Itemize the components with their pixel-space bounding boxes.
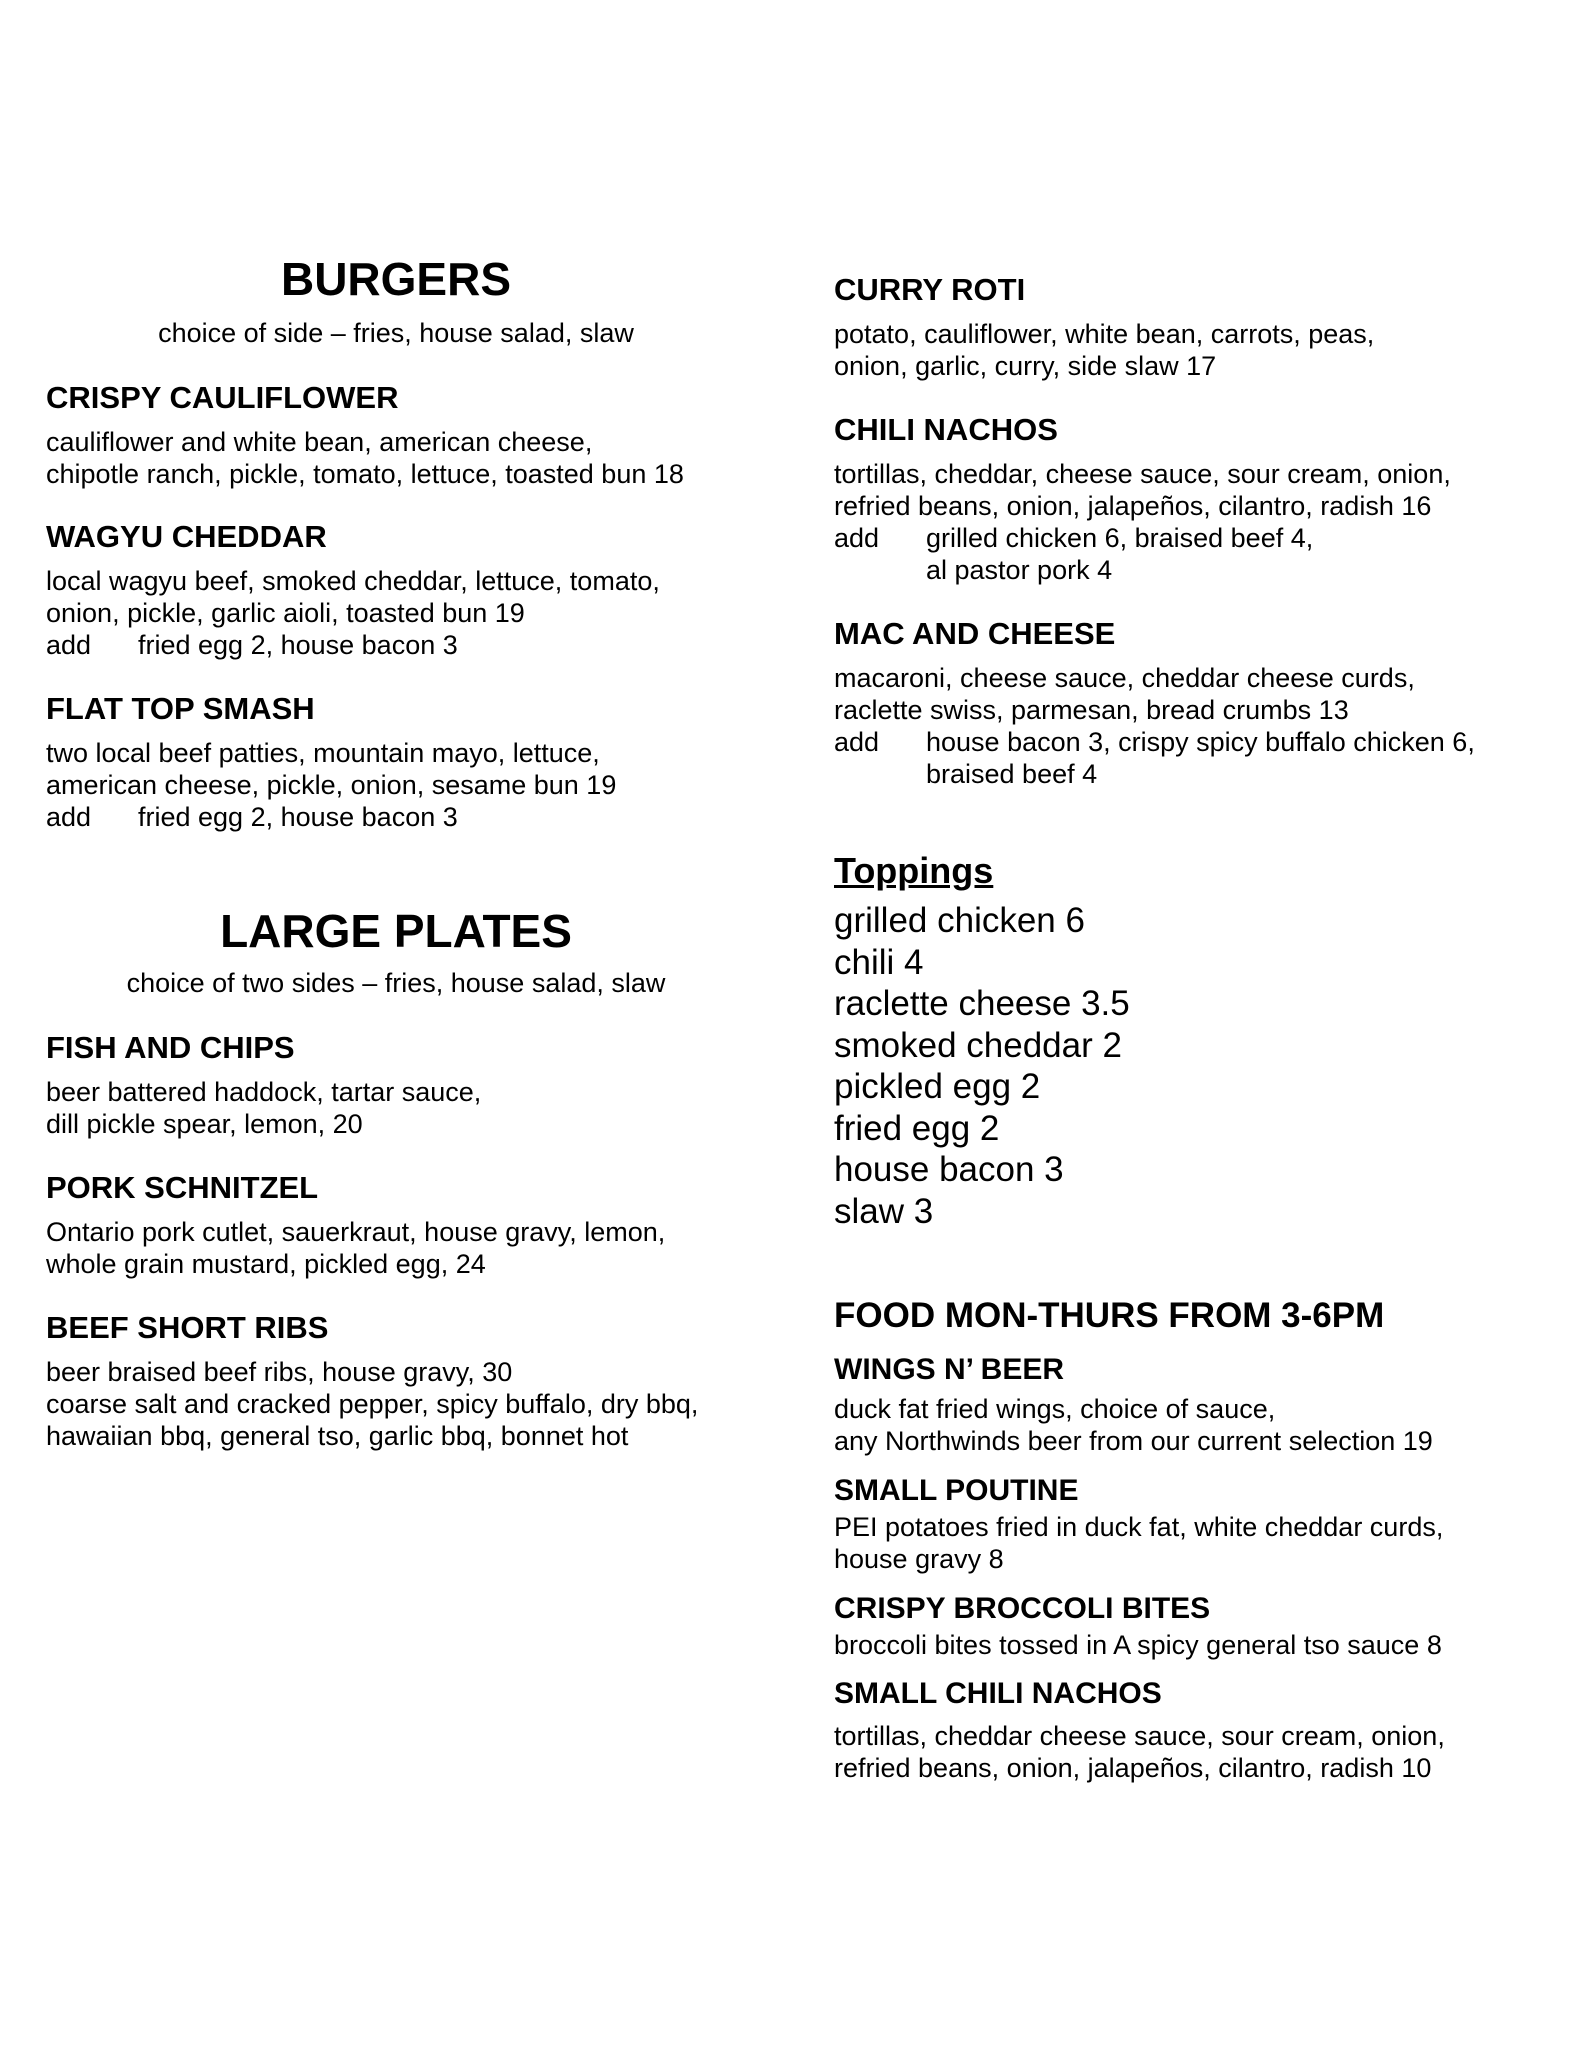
menu-item-desc: local wagyu beef, smoked cheddar, lettuce, tomato, [46, 566, 660, 596]
menu-item-desc: two local beef patties, mountain mayo, lettuce, [46, 738, 600, 768]
menu-item-title: CHILI NACHOS [834, 412, 1058, 447]
large-plates-heading: LARGE PLATES [220, 905, 572, 957]
menu-item-desc: refried beans, onion, jalapeños, cilantro, radish 16 [834, 491, 1432, 521]
menu-item-desc: refried beans, onion, jalapeños, cilantro, radish 10 [834, 1753, 1432, 1783]
menu-item-title: CRISPY BROCCOLI BITES [834, 1592, 1211, 1625]
menu-item-title: WINGS N’ BEER [834, 1353, 1065, 1386]
menu-item-desc: Ontario pork cutlet, sauerkraut, house gravy, lemon, [46, 1217, 666, 1247]
menu-item-desc: potato, cauliflower, white bean, carrots, peas, [834, 319, 1375, 349]
menu-item-desc: tortillas, cheddar, cheese sauce, sour cream, onion, [834, 459, 1451, 489]
menu-item-desc: onion, garlic, curry, side slaw 17 [834, 351, 1217, 381]
menu-item-desc: duck fat fried wings, choice of sauce, [834, 1394, 1276, 1424]
topping-item: house bacon 3 [834, 1150, 1064, 1189]
menu-item-title: CURRY ROTI [834, 272, 1026, 307]
add-ons-continuation: al pastor pork 4 [926, 555, 1113, 585]
menu-item-desc: beer battered haddock, tartar sauce, [46, 1077, 482, 1107]
menu-item-title: PORK SCHNITZEL [46, 1170, 319, 1205]
menu-item-desc: macaroni, cheese sauce, cheddar cheese curds, [834, 663, 1415, 693]
menu-item-desc: raclette swiss, parmesan, bread crumbs 13 [834, 695, 1349, 725]
add-label: add [834, 727, 880, 757]
happy-hour-heading: FOOD MON-THURS FROM 3-6PM [834, 1296, 1385, 1335]
menu-item-title: MAC AND CHEESE [834, 616, 1116, 651]
menu-item-desc: broccoli bites tossed in A spicy general tso sauce 8 [834, 1630, 1442, 1660]
menu-item-desc: house gravy 8 [834, 1544, 1004, 1574]
menu-item-desc: cauliflower and white bean, american cheese, [46, 427, 593, 457]
menu-item-title: FISH AND CHIPS [46, 1030, 295, 1065]
menu-item-desc: tortillas, cheddar cheese sauce, sour cream, onion, [834, 1721, 1445, 1751]
add-label: add [46, 802, 92, 832]
menu-item-desc: whole grain mustard, pickled egg, 24 [46, 1249, 486, 1279]
topping-item: pickled egg 2 [834, 1067, 1041, 1106]
menu-item-desc: PEI potatoes fried in duck fat, white cheddar curds, [834, 1512, 1444, 1542]
menu-item-desc: dill pickle spear, lemon, 20 [46, 1109, 363, 1139]
add-ons-row [46, 629, 458, 661]
topping-item: chili 4 [834, 942, 924, 982]
add-ons-row [834, 726, 1475, 758]
burgers-subtitle: choice of side – fries, house salad, slaw [158, 318, 634, 348]
add-ons-row [46, 801, 458, 833]
add-ons-row [834, 522, 1313, 554]
menu-item-desc: beer braised beef ribs, house gravy, 30 [46, 1357, 513, 1387]
large-plates-subtitle: choice of two sides – fries, house salad, slaw [126, 968, 666, 998]
topping-item: fried egg 2 [834, 1108, 1000, 1148]
menu-item-title: CRISPY CAULIFLOWER [46, 380, 399, 415]
menu-item-title: FLAT TOP SMASH [46, 691, 315, 726]
menu-item-desc: any Northwinds beer from our current selection 19 [834, 1426, 1433, 1456]
toppings-heading: Toppings [834, 850, 994, 891]
add-label: add [834, 523, 880, 553]
topping-item: grilled chicken 6 [834, 901, 1085, 940]
menu-item-desc: hawaiian bbq, general tso, garlic bbq, bonnet hot [46, 1421, 629, 1451]
topping-item: slaw 3 [834, 1191, 934, 1231]
menu-item-desc: coarse salt and cracked pepper, spicy buffalo, dry bbq, [46, 1389, 699, 1419]
menu-item-title: WAGYU CHEDDAR [46, 519, 327, 554]
add-ons-text: house bacon 3, crispy spicy buffalo chicken 6, [926, 727, 1475, 757]
burgers-heading: BURGERS [280, 253, 512, 305]
menu-item-title: SMALL POUTINE [834, 1474, 1079, 1507]
add-ons-text: fried egg 2, house bacon 3 [138, 630, 458, 660]
menu-item-desc: chipotle ranch, pickle, tomato, lettuce, toasted bun 18 [46, 459, 684, 489]
menu-item-desc: american cheese, pickle, onion, sesame bun 19 [46, 770, 617, 800]
add-ons-continuation: braised beef 4 [926, 759, 1098, 789]
topping-item: raclette cheese 3.5 [834, 984, 1130, 1023]
add-label: add [46, 630, 92, 660]
topping-item: smoked cheddar 2 [834, 1025, 1122, 1065]
menu-item-title: SMALL CHILI NACHOS [834, 1677, 1162, 1710]
toppings-list [834, 900, 1130, 1232]
menu-item-desc: onion, pickle, garlic aioli, toasted bun 19 [46, 598, 525, 628]
menu-item-title: BEEF SHORT RIBS [46, 1310, 329, 1345]
add-ons-text: fried egg 2, house bacon 3 [138, 802, 458, 832]
add-ons-text: grilled chicken 6, braised beef 4, [926, 523, 1314, 553]
